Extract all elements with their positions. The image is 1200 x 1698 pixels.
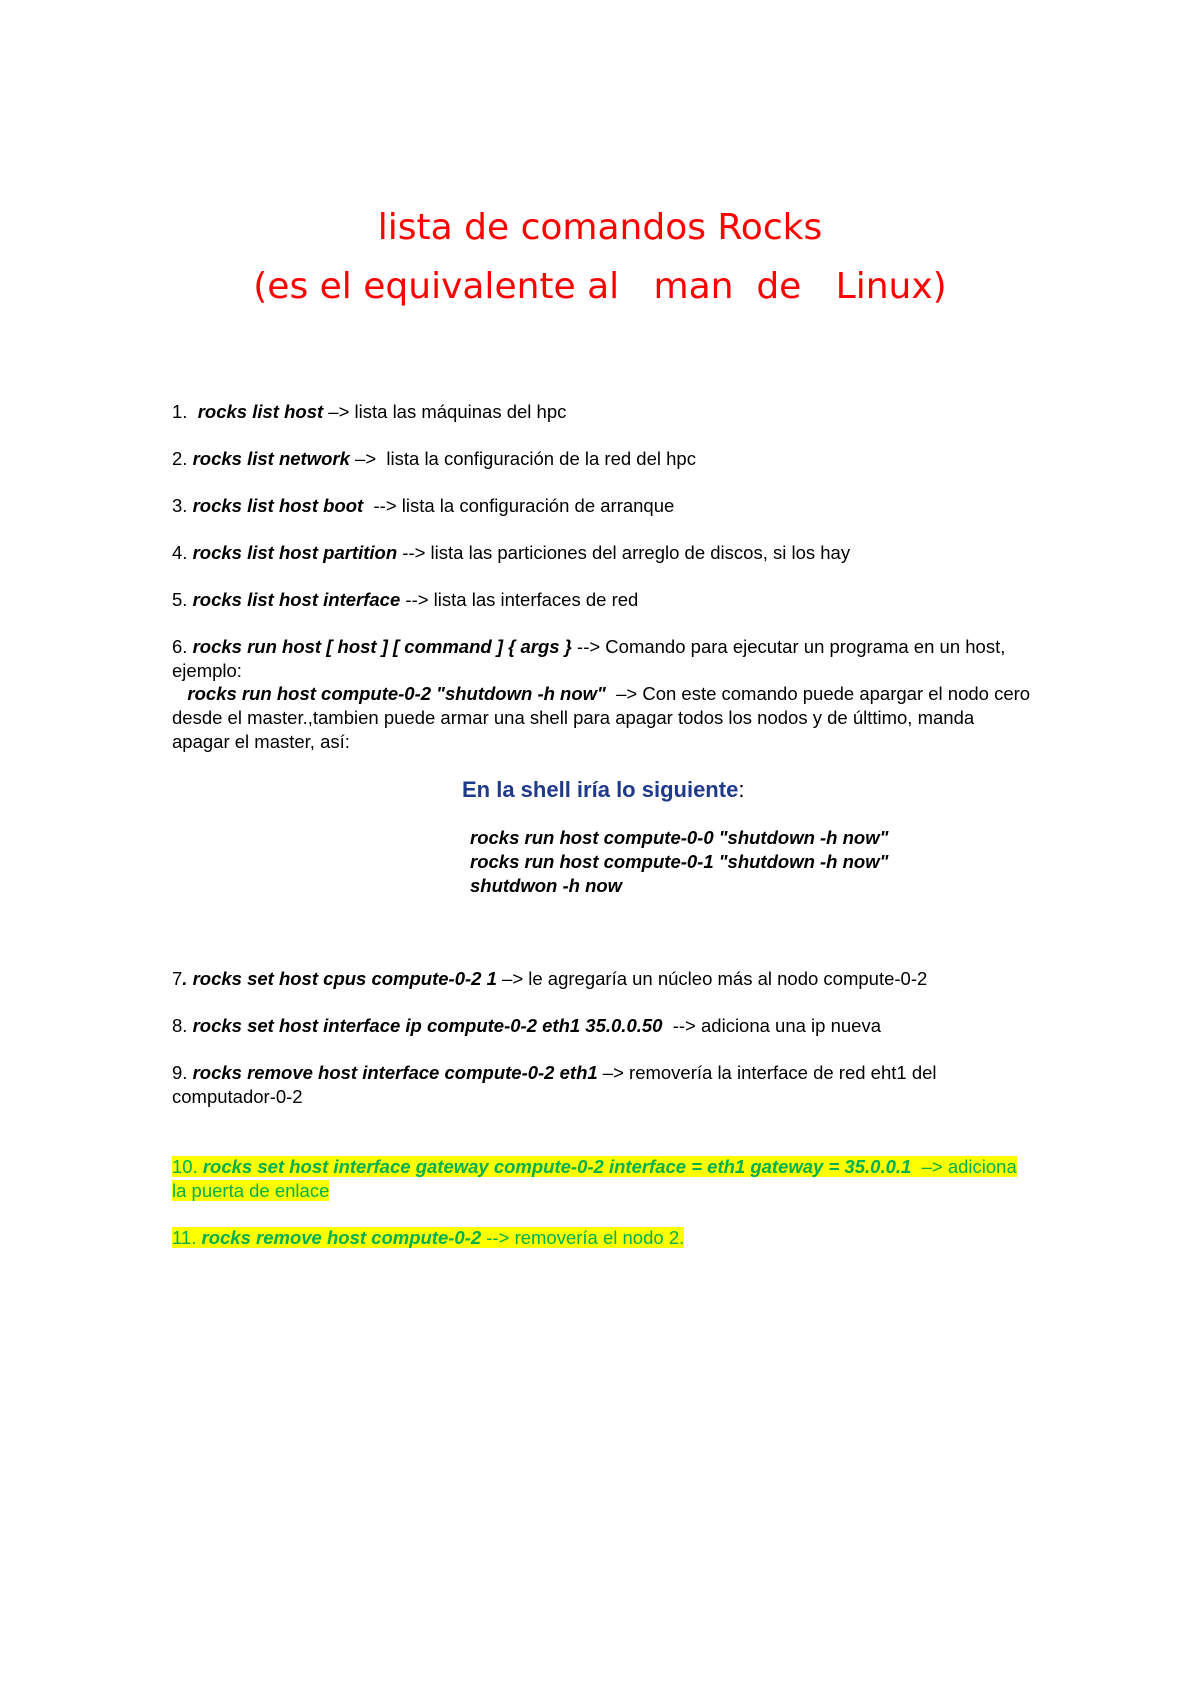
command-text: rocks list host [197, 401, 324, 422]
command-text: rocks set host interface ip compute-0-2 eth1 35.0.0.50 [192, 1015, 663, 1036]
description: adiciona la puerta de enlace [172, 1156, 1017, 1201]
shell-heading-text: En la shell iría lo siguiente [462, 777, 739, 802]
arrow: --> [363, 495, 402, 516]
command-text: rocks remove host interface compute-0-2 eth1 [192, 1062, 598, 1083]
command-text: rocks run host [ host ] [ command ] { args } [192, 636, 572, 657]
list-item-8 [172, 1014, 1032, 1038]
item-number: 8. [172, 1015, 188, 1036]
title-line-2: (es el equivalente al man de Linux) [253, 266, 947, 307]
description: removería la interface de red eht1 del computador-0-2 [172, 1062, 937, 1107]
list-item-5 [172, 588, 1032, 612]
arrow: --> [571, 636, 606, 657]
arrow: –> [349, 448, 387, 469]
arrow: --> [397, 542, 431, 563]
shell-heading [462, 776, 744, 804]
shell-line-3: shutdwon -h now [470, 875, 623, 896]
description: lista la configuración de la red del hpc [386, 448, 696, 469]
description: Comando para ejecutar un programa en un host, ejemplo: [172, 636, 1006, 681]
shell-line-1: rocks run host compute-0-0 "shutdown -h now" [470, 827, 889, 848]
description: adiciona una ip nueva [701, 1015, 882, 1036]
item-number: 1. [172, 401, 188, 422]
arrow: –> [911, 1156, 948, 1177]
item-number: 2. [172, 448, 188, 469]
list-item-3 [172, 494, 1032, 518]
list-item-7 [172, 967, 1032, 991]
list-item-1 [172, 400, 1032, 424]
shell-line-2: rocks run host compute-0-1 "shutdown -h now" [470, 851, 889, 872]
list-item-11-highlighted [172, 1226, 1032, 1250]
description: lista la configuración de arranque [401, 495, 675, 516]
description: removería el nodo 2. [514, 1227, 685, 1248]
item-number: 4. [172, 542, 188, 563]
item-6-example [172, 682, 1032, 754]
shell-code-block [470, 826, 888, 898]
list-item-2 [172, 447, 1032, 471]
command-text: rocks list host boot [192, 495, 364, 516]
description: lista las máquinas del hpc [354, 401, 567, 422]
item-number: 11. [172, 1227, 197, 1248]
arrow: –> [323, 401, 355, 422]
title-line-1: lista de comandos Rocks [377, 207, 823, 248]
item-number: 6. [172, 636, 188, 657]
item-number: 7 [172, 968, 183, 989]
list-item-10-highlighted [172, 1155, 1032, 1203]
arrow: –> [496, 968, 529, 989]
command-text: rocks remove host compute-0-2 [201, 1227, 482, 1248]
list-item-6 [172, 635, 1032, 683]
arrow: --> [400, 589, 434, 610]
arrow: --> [662, 1015, 701, 1036]
list-item-9 [172, 1061, 1032, 1109]
description: le agregaría un núcleo más al nodo compute-0-2 [528, 968, 928, 989]
example-command: rocks run host compute-0-2 "shutdown -h now" [187, 683, 606, 704]
description: lista las particiones del arreglo de discos, si los hay [430, 542, 851, 563]
command-text: rocks list host interface [192, 589, 401, 610]
arrow: --> [481, 1227, 515, 1248]
item-number: 9. [172, 1062, 188, 1083]
command-text: rocks set host interface gateway compute-0-2 interface = eth1 gateway = 35.0.0.1 [202, 1156, 912, 1177]
arrow: –> [605, 683, 643, 704]
command-text: rocks list host partition [192, 542, 398, 563]
arrow: –> [597, 1062, 630, 1083]
item-number: 5. [172, 589, 188, 610]
description: lista las interfaces de red [433, 589, 639, 610]
command-text: . rocks set host cpus compute-0-2 1 [182, 968, 497, 989]
shell-heading-colon: : [738, 777, 745, 802]
item-number: 10. [172, 1156, 198, 1177]
item-number: 3. [172, 495, 188, 516]
example-description: Con este comando puede apargar el nodo cero desde el master.,tambien puede armar una shell para apagar todos los nodos y de últtimo, manda apagar el master, así: [172, 683, 1031, 752]
command-text: rocks list network [192, 448, 350, 469]
list-item-4 [172, 541, 1032, 565]
